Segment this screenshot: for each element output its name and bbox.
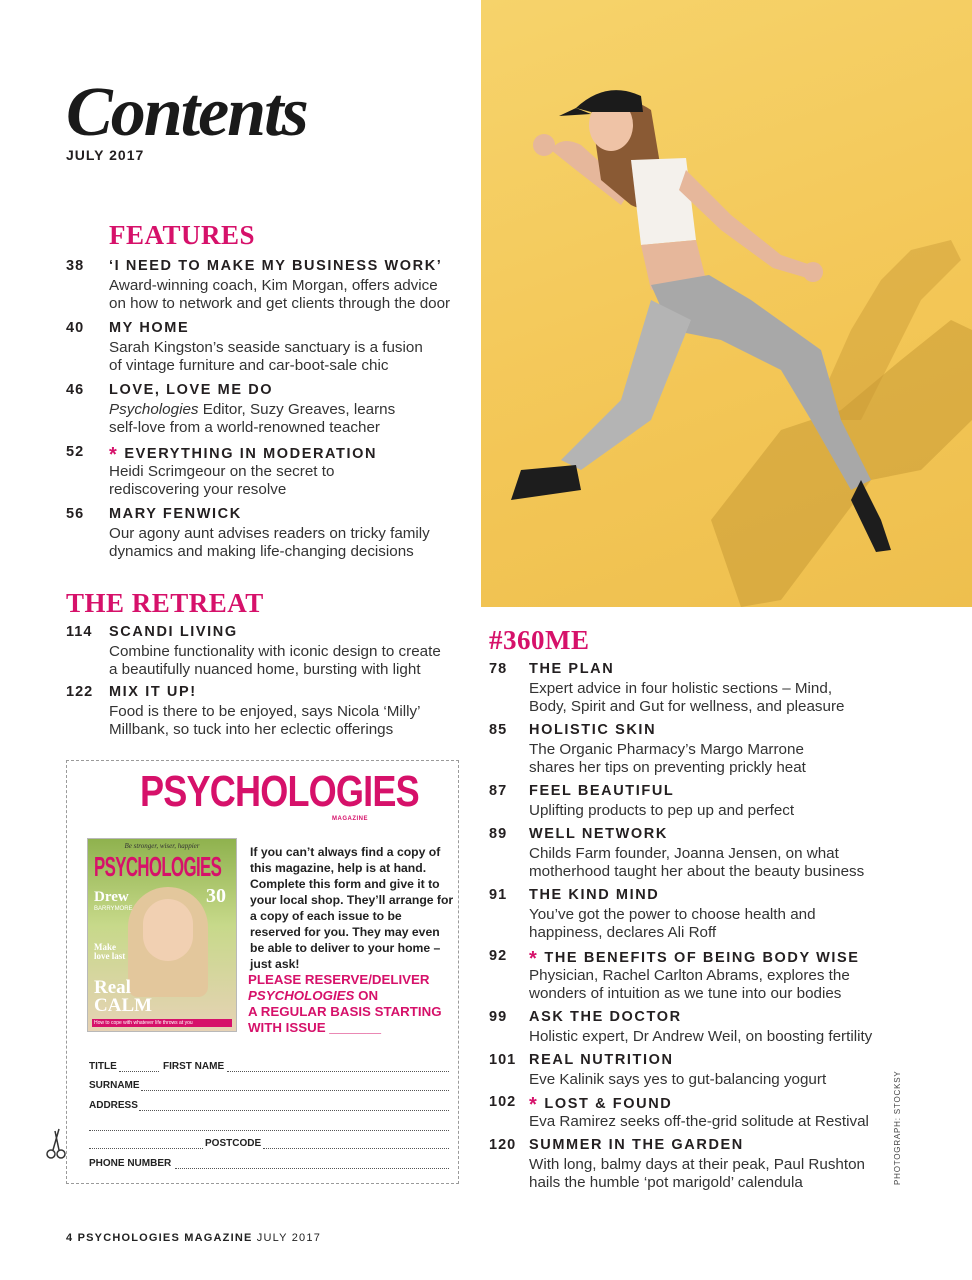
page-number: 91 [489, 887, 508, 903]
page-number: 38 [66, 258, 85, 274]
title-label: TITLE [89, 1061, 117, 1072]
entry-description: Heidi Scrimgeour on the secret to rediscovering your resolve [109, 463, 335, 499]
form-row-phone[interactable] [89, 1158, 449, 1172]
page-number: 52 [66, 444, 85, 460]
issue-date: JULY 2017 [66, 147, 145, 163]
page-number: 102 [489, 1094, 517, 1110]
address-label: ADDRESS [89, 1100, 138, 1111]
entry-description: The Organic Pharmacy’s Margo Marrone shares her tips on preventing prickly heat [529, 741, 806, 777]
entry-description: Psychologies Editor, Suzy Greaves, learns self-love from a world-renowned teacher [109, 401, 396, 437]
footer-magazine: PSYCHOLOGIES MAGAZINE [77, 1232, 253, 1244]
address-field-2[interactable] [89, 1120, 449, 1131]
entry-description: Combine functionality with iconic design to create a beautifully nuanced home, bursting with light [109, 643, 441, 679]
cover-masthead: PSYCHOLOGIES [94, 851, 222, 882]
entry-title: ‘I NEED TO MAKE MY BUSINESS WORK’ [109, 258, 443, 274]
entry-title: THE KIND MIND [529, 887, 660, 903]
entry-title: * EVERYTHING IN MODERATION [109, 444, 378, 466]
page-number: 46 [66, 382, 85, 398]
postcode-label: POSTCODE [205, 1138, 262, 1149]
cover-number: 30 [206, 885, 226, 907]
address-field-3[interactable] [89, 1138, 203, 1149]
footer-date: JULY 2017 [256, 1232, 322, 1244]
hero-photo [481, 0, 972, 607]
entry-title: MARY FENWICK [109, 506, 242, 522]
first-name-label: FIRST NAME [163, 1061, 225, 1072]
entry-description: Award-winning coach, Kim Morgan, offers advice on how to network and get clients through the door [109, 277, 451, 313]
psychologies-logo: PSYCHOLOGIES [140, 767, 419, 816]
promo-text: If you can’t always find a copy of this magazine, help is at hand. Complete this form and give it to your local shop. They’ll arrange for a copy of each issue to be reserved for you. They may even be able to deliver to your home – just ask! [250, 845, 454, 971]
phone-label: PHONE NUMBER [89, 1158, 172, 1169]
form-row-surname[interactable] [89, 1080, 449, 1094]
entry-title: THE PLAN [529, 661, 615, 677]
entry-description: Eve Kalinik says yes to gut-balancing yogurt [529, 1071, 827, 1088]
entry-description: Our agony aunt advises readers on tricky family dynamics and making life-changing decisions [109, 525, 430, 561]
entry-title: REAL NUTRITION [529, 1052, 674, 1068]
form-row-title[interactable] [89, 1061, 449, 1075]
address-field[interactable] [139, 1100, 449, 1111]
features-heading: FEATURES [109, 220, 256, 250]
footer-page-number: 4 [66, 1232, 74, 1244]
logo-subtitle: MAGAZINE [332, 816, 368, 822]
entry-description: Physician, Rachel Carlton Abrams, explores the wonders of intuition as we tune into our bodies [529, 967, 850, 1003]
entry-description: Expert advice in four holistic sections – Mind, Body, Spirit and Gut for wellness, and pleasure [529, 680, 845, 716]
entry-description: Food is there to be enjoyed, says Nicola ‘Milly’ Millbank, so tuck into her eclectic offerings [109, 703, 421, 739]
page-number: 101 [489, 1052, 517, 1068]
magazine-cover [87, 838, 237, 1032]
form-row-address-2[interactable] [89, 1120, 449, 1134]
page-number: 87 [489, 783, 508, 799]
entry-title: * THE BENEFITS OF BEING BODY WISE [529, 948, 860, 970]
cover-side-text: Make love last [94, 942, 126, 961]
page-number: 120 [489, 1137, 517, 1153]
entry-title: HOLISTIC SKIN [529, 722, 657, 738]
cover-name: Drew [94, 889, 129, 905]
page-number: 122 [66, 684, 94, 700]
surname-field[interactable] [141, 1080, 449, 1091]
cover-headline: Real CALM [94, 977, 153, 1016]
page-footer [66, 1232, 321, 1244]
entry-title: FEEL BEAUTIFUL [529, 783, 675, 799]
entry-description: Sarah Kingston’s seaside sanctuary is a fusion of vintage furniture and car-boot-sale chic [109, 339, 423, 375]
form-row-postcode[interactable] [89, 1138, 449, 1152]
phone-field[interactable] [175, 1158, 449, 1169]
entry-description: Eva Ramirez seeks off-the-grid solitude at Restival [529, 1113, 869, 1130]
page-number: 85 [489, 722, 508, 738]
page-number: 56 [66, 506, 85, 522]
entry-title: WELL NETWORK [529, 826, 668, 842]
scissors-icon [46, 1127, 66, 1166]
star-icon: * [529, 1094, 539, 1116]
page-number: 99 [489, 1009, 508, 1025]
entry-title: MY HOME [109, 320, 190, 336]
entry-description: Holistic expert, Dr Andrew Weil, on boosting fertility [529, 1028, 873, 1045]
entry-description: With long, balmy days at their peak, Paul Rushton hails the humble ‘pot marigold’ calendula [529, 1156, 865, 1192]
page-title: Contents [66, 74, 307, 151]
reserve-text: PLEASE RESERVE/DELIVER PSYCHOLOGIES ON A REGULAR BASIS STARTING WITH ISSUE _______ [248, 972, 442, 1035]
surname-label: SURNAME [89, 1080, 140, 1091]
entry-title: ASK THE DOCTOR [529, 1009, 682, 1025]
cover-tagline: Be stronger, wiser, happier [124, 842, 200, 850]
me360-heading: #360ME [489, 625, 590, 655]
page-number: 78 [489, 661, 508, 677]
entry-description: Childs Farm founder, Joanna Jensen, on what motherhood taught her about the beauty business [529, 845, 865, 881]
retreat-heading: THE RETREAT [66, 588, 264, 618]
page-number: 114 [66, 624, 93, 640]
entry-title: * LOST & FOUND [529, 1094, 673, 1116]
cover-face [143, 899, 193, 961]
page-number: 92 [489, 948, 508, 964]
cover-footer-line: How to cope with whatever life throws at you [92, 1019, 232, 1027]
entry-description: You’ve got the power to choose health and happiness, declares Ali Roff [529, 906, 816, 942]
running-woman-illustration [481, 0, 972, 607]
page-number: 89 [489, 826, 508, 842]
entry-title: SUMMER IN THE GARDEN [529, 1137, 744, 1153]
cover-name-small: BARRYMORE [94, 906, 133, 912]
star-icon: * [109, 444, 119, 466]
star-icon: * [529, 948, 539, 970]
postcode-field[interactable] [263, 1138, 449, 1149]
page-number: 40 [66, 320, 85, 336]
title-field[interactable] [119, 1061, 159, 1072]
form-row-address[interactable] [89, 1100, 449, 1114]
entry-description: Uplifting products to pep up and perfect [529, 802, 795, 819]
photo-credit: PHOTOGRAPH: STOCKSY [893, 1070, 902, 1185]
entry-title: MIX IT UP! [109, 684, 197, 700]
entry-title: LOVE, LOVE ME DO [109, 382, 274, 398]
entry-title: SCANDI LIVING [109, 624, 238, 640]
first-name-field[interactable] [227, 1061, 449, 1072]
